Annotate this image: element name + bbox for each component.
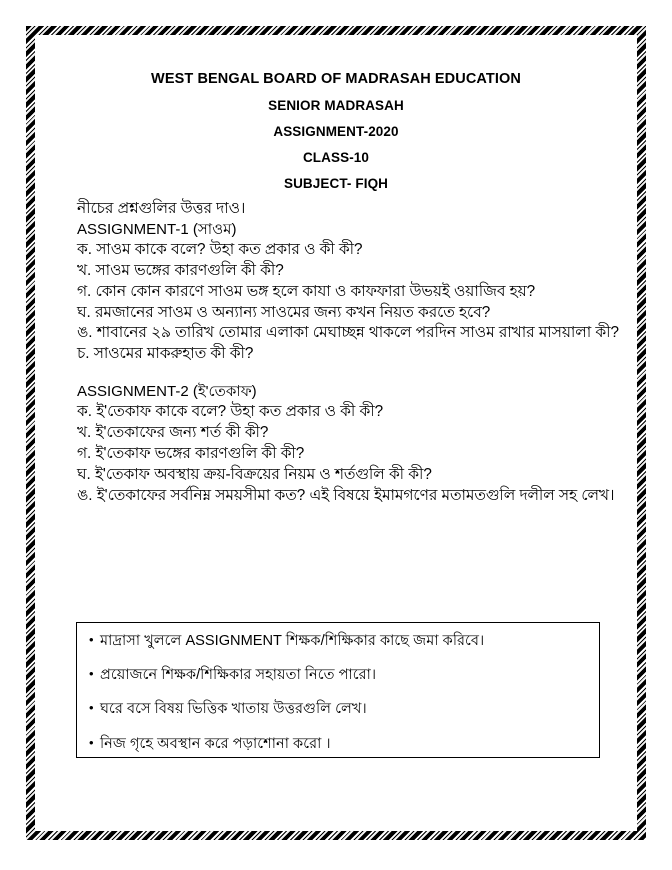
instruction-text: প্রয়োজনে শিক্ষক/শিক্ষিকার সহায়তা নিতে পারো। <box>100 667 377 684</box>
bullet-icon: • <box>89 632 94 647</box>
assignment-2-question-ka: ক. ই'তেকাফ কাকে বলে? উহা কত প্রকার ও কী কী? <box>77 403 384 421</box>
instruction-text: নিজ গৃহে অবস্থান করে পড়াশোনা করো । <box>100 735 331 752</box>
assignment-1-question-cha: চ. সাওমের মাকরুহাত কী কী? <box>77 345 254 363</box>
document-page <box>35 35 637 831</box>
instruction-text: ঘরে বসে বিষয় ভিত্তিক খাতায় উত্তরগুলি লেখ। <box>100 701 367 718</box>
bullet-icon: • <box>89 666 94 682</box>
instructions-box <box>76 622 600 758</box>
page-title: WEST BENGAL BOARD OF MADRASAH EDUCATION <box>151 71 521 87</box>
assignment-2-title: ASSIGNMENT-2 (ই'তেকাফ) <box>77 382 257 400</box>
instruction-item <box>89 666 587 684</box>
assignment-1-question-ga: গ. কোন কোন কারণে সাওম ভঙ্গ হলে কাযা ও কাফফারা উভয়ই ওয়াজিব হয়? <box>77 282 536 300</box>
document-header <box>35 35 637 191</box>
assignment-2-question-ga: গ. ই'তেকাফ ভঙ্গের কারণগুলি কী কী? <box>77 444 305 462</box>
assignment-2-question-gha: ঘ. ই'তেকাফ অবস্থায় ক্রয়-বিক্রয়ের নিয়ম ও শর্তগুলি কী কী? <box>77 465 432 483</box>
assignment-1-question-ka: ক. সাওম কাকে বলে? উহা কত প্রকার ও কী কী? <box>77 241 363 259</box>
assignment-1-question-gha: ঘ. রমজানের সাওম ও অন্যান্য সাওমের জন্য কখন নিয়ত করতে হবে? <box>77 303 491 321</box>
bullet-icon: • <box>89 734 94 750</box>
instruction-item <box>89 632 587 650</box>
bullet-icon: • <box>89 700 94 716</box>
subtitle-subject: SUBJECT- FIQH <box>283 176 389 191</box>
assignment-1-title: ASSIGNMENT-1 (সাওম) <box>77 220 237 238</box>
instruction-text: মাদ্রাসা খুললে ASSIGNMENT শিক্ষক/শিক্ষিকার কাছে জমা করিবে। <box>100 633 485 649</box>
question-body <box>35 199 637 506</box>
instruction-item <box>89 700 587 718</box>
assignment-2-question-kha: খ. ই'তেকাফের জন্য শর্ত কী কী? <box>77 424 269 442</box>
assignment-1-question-kha: খ. সাওম ভঙ্গের কারণগুলি কী কী? <box>77 261 284 279</box>
subtitle-institution: SENIOR MADRASAH <box>268 98 404 113</box>
subtitle-assignment: ASSIGNMENT-2020 <box>273 124 399 139</box>
assignment-2-question-umo: ঙ. ই'তেকাফের সর্বনিম্ন সময়সীমা কত? এই বিষয়ে ইমামগণের মতামতগুলি দলীল সহ লেখ। <box>77 486 615 504</box>
section-gap <box>77 365 629 382</box>
instruction-item <box>89 735 587 753</box>
assignment-1-question-umo: ঙ. শাবানের ২৯ তারিখ তোমার এলাকা মেঘাচ্ছন্ন থাকলে পরদিন সাওম রাখার মাসয়ালা কী? <box>77 324 619 342</box>
intro-instruction: নীচের প্রশ্নগুলির উত্তর দাও। <box>77 200 246 217</box>
subtitle-class: CLASS-10 <box>302 150 370 165</box>
